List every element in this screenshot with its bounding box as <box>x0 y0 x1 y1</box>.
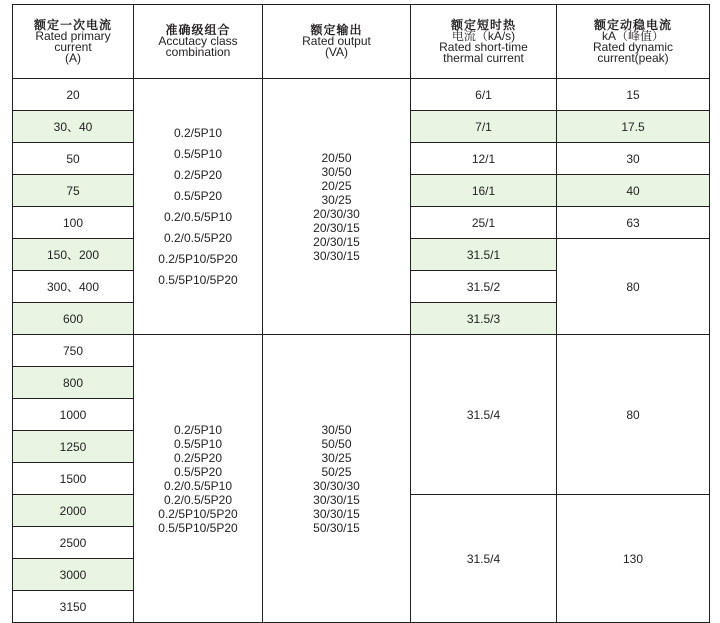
accuracy-class-value: 0.5/5P10/5P20 <box>158 272 238 287</box>
header-label: current <box>54 39 92 54</box>
primary-current-cell: 1000 <box>13 399 134 431</box>
rated-output-value: 50/30/15 <box>313 520 360 535</box>
rated-output-cell <box>263 335 411 623</box>
dynamic-current-cell: 130 <box>557 495 710 623</box>
dynamic-current-cell: 40 <box>557 175 710 207</box>
rated-output-value: 20/30/30 <box>313 206 360 221</box>
thermal-current-cell: 12/1 <box>411 143 557 175</box>
rated-output-value: 50/50 <box>321 436 352 451</box>
thermal-current-cell: 25/1 <box>411 207 557 239</box>
accuracy-class-value: 0.2/0.5/5P20 <box>163 230 233 245</box>
primary-current-cell: 20 <box>13 79 134 111</box>
header-accuracy-class <box>134 5 263 79</box>
header-thermal-current <box>411 5 557 79</box>
table-row <box>13 79 710 111</box>
dynamic-current-cell: 80 <box>557 335 710 495</box>
accuracy-class-value: 0.2/5P10/5P20 <box>158 506 238 521</box>
rated-output-value: 30/30/30 <box>313 478 360 493</box>
rated-output-value: 20/50 <box>321 150 352 165</box>
header-label: kA（峰值） <box>601 28 664 43</box>
accuracy-class-value: 0.5/5P20 <box>173 464 223 479</box>
thermal-current-cell: 6/1 <box>411 79 557 111</box>
dynamic-current-cell: 30 <box>557 143 710 175</box>
header-label: Rated dynamic <box>592 39 674 54</box>
header-row <box>13 5 710 79</box>
rated-output-value: 30/30/15 <box>313 248 360 263</box>
accuracy-class-value: 0.2/5P10 <box>173 422 223 437</box>
header-label: Rated short-time <box>439 39 528 54</box>
header-label: thermal current <box>443 50 524 65</box>
primary-current-cell: 3000 <box>13 559 134 591</box>
accuracy-class-list <box>134 423 262 535</box>
primary-current-cell: 150、200 <box>13 239 134 271</box>
header-label: 额定短时热 <box>450 17 516 32</box>
rated-output-value: 30/50 <box>321 422 352 437</box>
thermal-current-cell: 31.5/1 <box>411 239 557 271</box>
thermal-current-cell: 31.5/4 <box>411 335 557 495</box>
primary-current-cell: 2500 <box>13 527 134 559</box>
primary-current-cell: 800 <box>13 367 134 399</box>
rated-output-cell <box>263 79 411 335</box>
primary-current-cell: 1250 <box>13 431 134 463</box>
primary-current-cell: 50 <box>13 143 134 175</box>
dynamic-current-cell: 80 <box>557 239 710 335</box>
accuracy-class-value: 0.2/0.5/5P10 <box>163 209 233 224</box>
header-label: 额定动稳电流 <box>593 17 672 32</box>
header-label: Accutacy class <box>158 34 238 48</box>
rated-output-value: 30/30/15 <box>313 506 360 521</box>
accuracy-class-value: 0.2/5P20 <box>173 450 223 465</box>
rated-output-value: 20/30/15 <box>313 220 360 235</box>
accuracy-class-cell <box>134 335 263 623</box>
accuracy-class-value: 0.5/5P20 <box>173 188 223 203</box>
rated-output-value: 50/25 <box>321 464 352 479</box>
header-rated-output <box>263 5 411 79</box>
header-label: (A) <box>65 50 81 65</box>
thermal-current-cell: 16/1 <box>411 175 557 207</box>
accuracy-class-value: 0.5/5P10 <box>173 146 223 161</box>
rated-output-value: 30/25 <box>321 450 352 465</box>
header-label: 额定输出 <box>310 23 363 37</box>
rated-output-value: 20/25 <box>321 178 352 193</box>
rated-output-value: 20/30/15 <box>313 234 360 249</box>
header-dynamic-current <box>557 5 710 79</box>
dynamic-current-cell: 17.5 <box>557 111 710 143</box>
primary-current-cell: 100 <box>13 207 134 239</box>
primary-current-cell: 1500 <box>13 463 134 495</box>
accuracy-class-cell <box>134 79 263 335</box>
header-rated-primary-current <box>13 5 134 79</box>
primary-current-cell: 75 <box>13 175 134 207</box>
accuracy-class-value: 0.2/5P10/5P20 <box>158 251 238 266</box>
header-label: combination <box>165 45 231 59</box>
thermal-current-cell: 7/1 <box>411 111 557 143</box>
rated-output-list <box>263 423 410 535</box>
primary-current-cell: 3150 <box>13 591 134 623</box>
accuracy-class-list <box>134 123 262 291</box>
header-label: Rated output <box>302 34 371 48</box>
dynamic-current-cell: 15 <box>557 79 710 111</box>
accuracy-class-value: 0.2/5P10 <box>173 125 223 140</box>
accuracy-class-value: 0.2/0.5/5P20 <box>163 492 233 507</box>
rated-output-value: 30/50 <box>321 164 352 179</box>
rated-output-value: 30/30/15 <box>313 492 360 507</box>
accuracy-class-value: 0.2/5P20 <box>173 167 223 182</box>
header-label: 额定一次电流 <box>33 17 112 32</box>
accuracy-class-value: 0.5/5P10 <box>173 436 223 451</box>
thermal-current-cell: 31.5/4 <box>411 495 557 623</box>
header-label: current(peak) <box>597 50 669 65</box>
rated-output-list <box>263 151 410 263</box>
primary-current-cell: 30、40 <box>13 111 134 143</box>
header-label: 电流（kA/s) <box>451 28 516 43</box>
thermal-current-cell: 31.5/2 <box>411 271 557 303</box>
thermal-current-cell: 31.5/3 <box>411 303 557 335</box>
primary-current-cell: 300、400 <box>13 271 134 303</box>
dynamic-current-cell: 63 <box>557 207 710 239</box>
rated-parameters-table <box>12 4 710 623</box>
header-label: 准确级组合 <box>165 23 231 37</box>
header-label: (VA) <box>324 45 349 59</box>
accuracy-class-value: 0.2/0.5/5P10 <box>163 478 233 493</box>
primary-current-cell: 750 <box>13 335 134 367</box>
header-label: Rated primary <box>35 28 111 43</box>
table-row <box>13 335 710 367</box>
accuracy-class-value: 0.5/5P10/5P20 <box>158 520 238 535</box>
primary-current-cell: 2000 <box>13 495 134 527</box>
primary-current-cell: 600 <box>13 303 134 335</box>
rated-output-value: 30/25 <box>321 192 352 207</box>
